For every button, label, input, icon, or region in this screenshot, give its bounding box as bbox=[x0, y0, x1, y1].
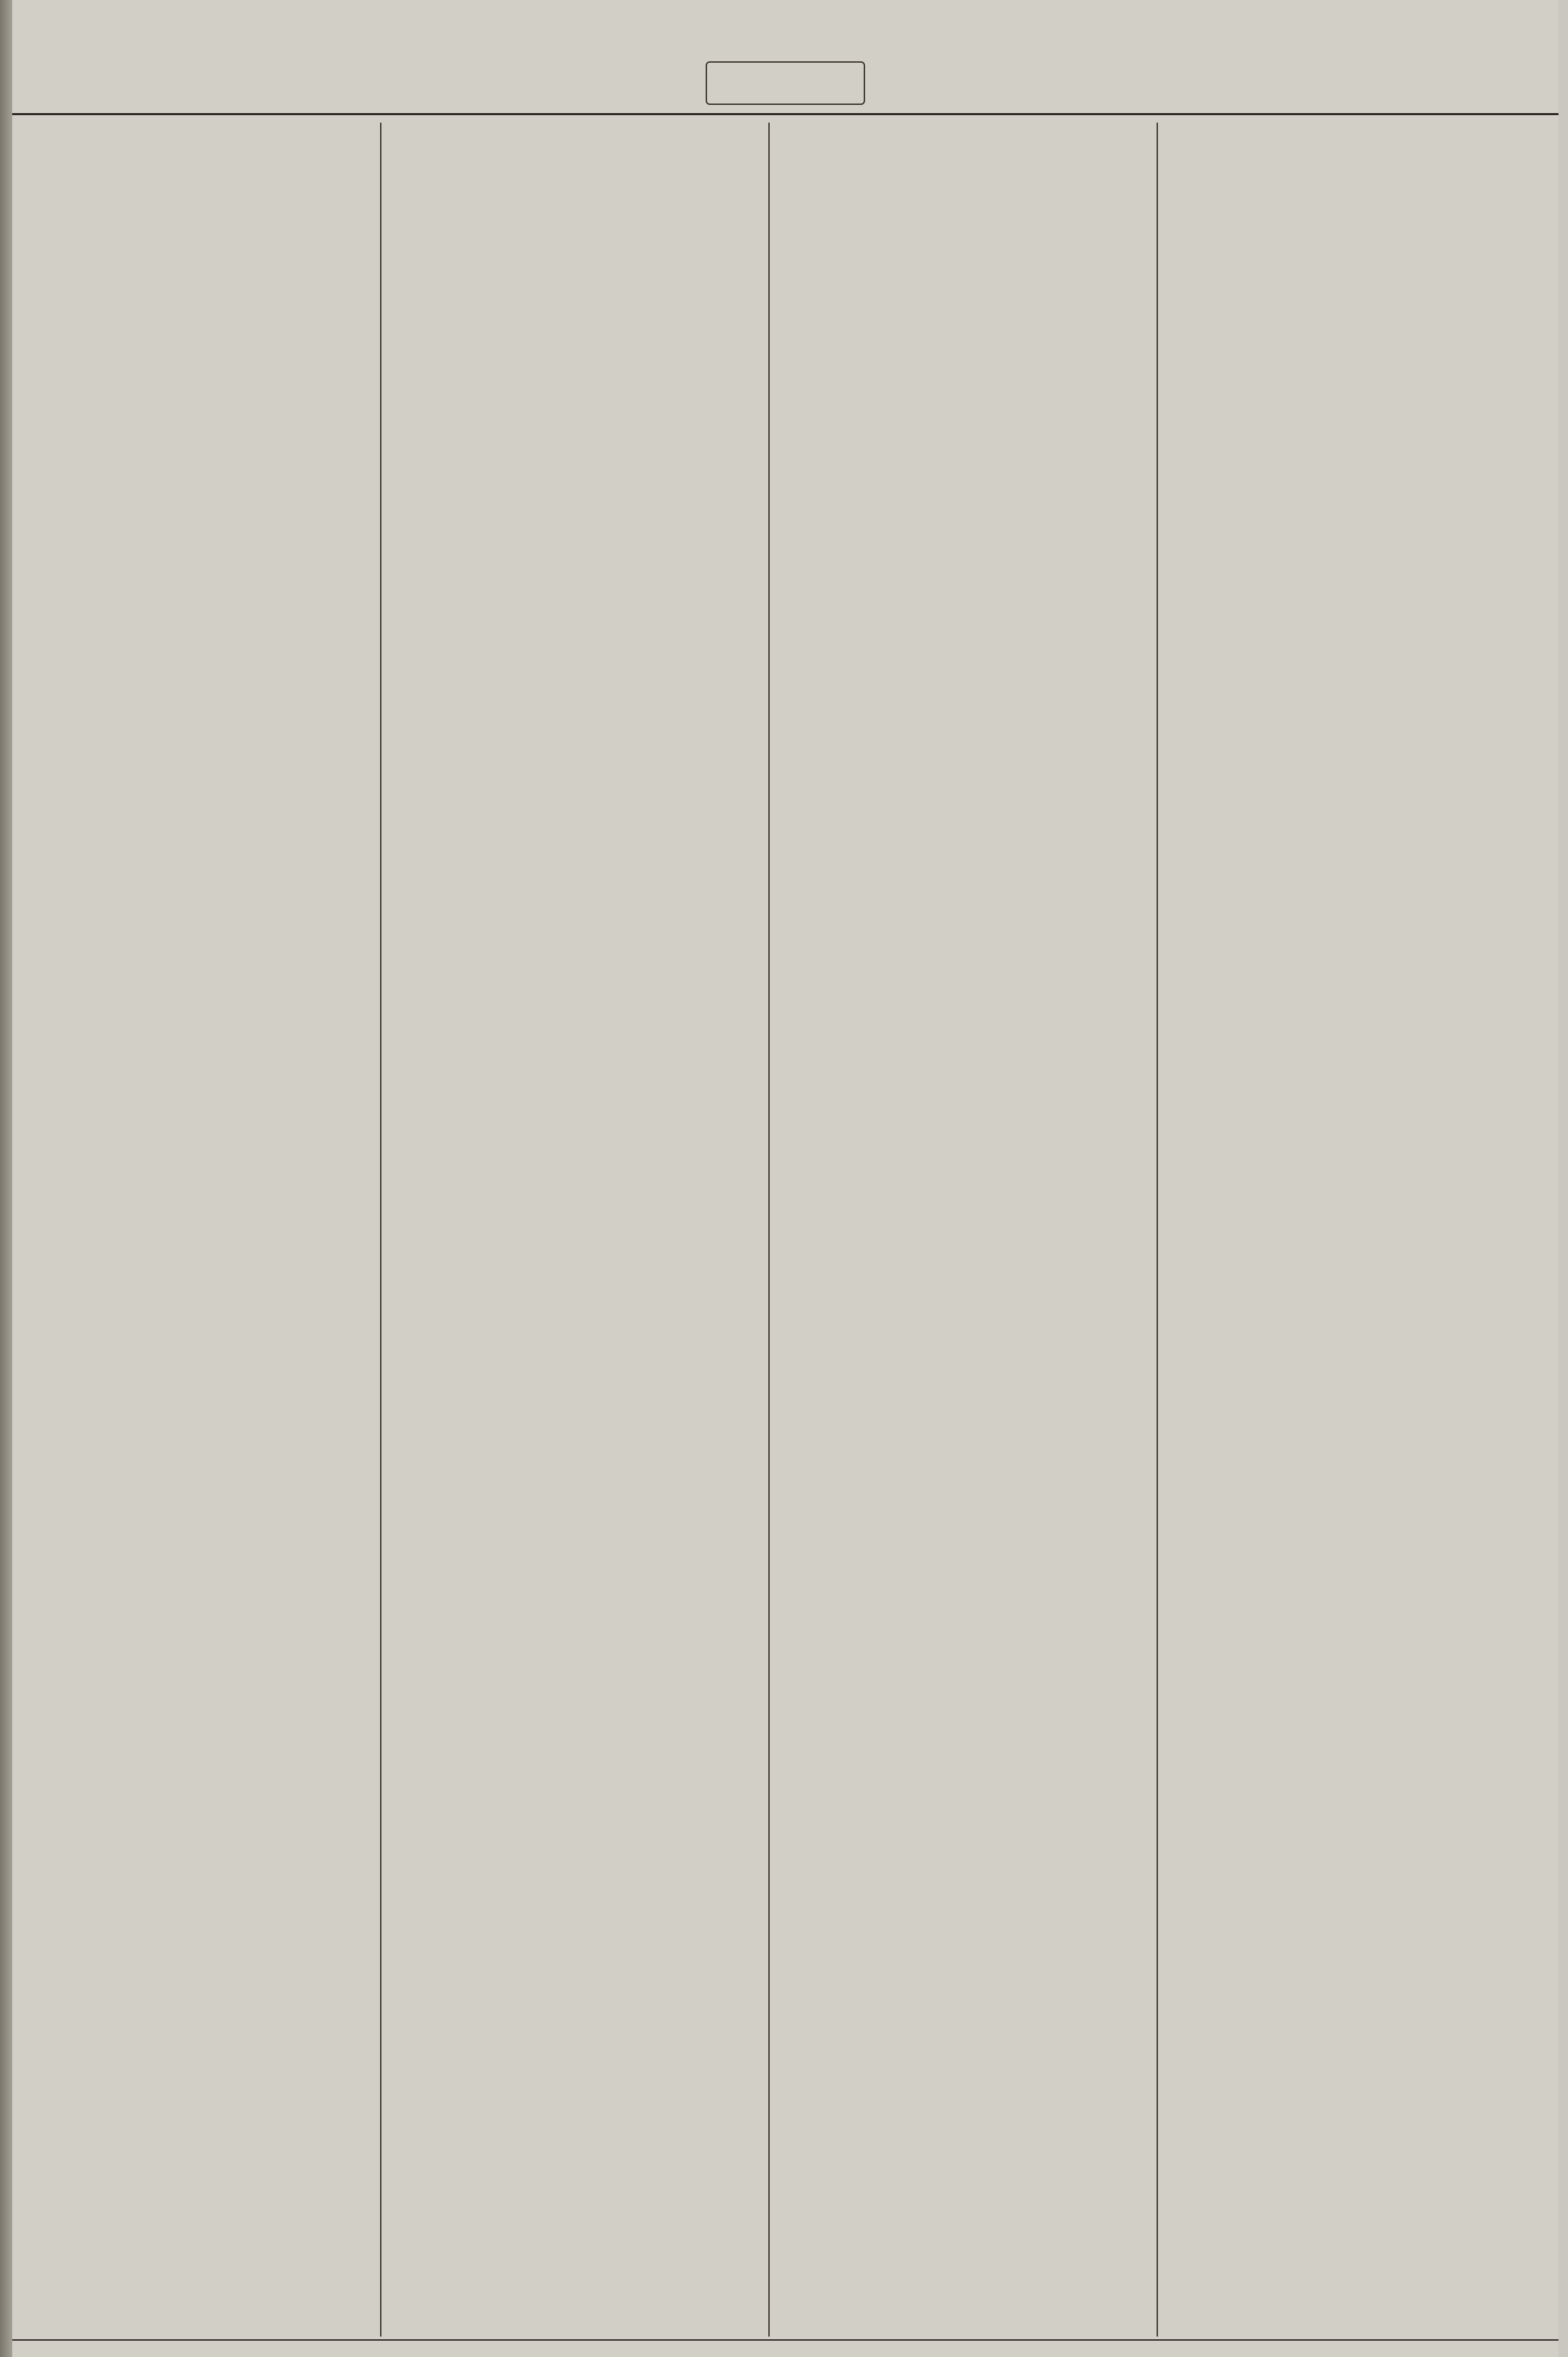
masthead bbox=[12, 54, 1558, 116]
column-divider bbox=[380, 123, 381, 2337]
masthead-ornament bbox=[706, 61, 865, 105]
column-4 bbox=[26, 127, 370, 2327]
column-3 bbox=[390, 127, 758, 2327]
newspaper-page bbox=[12, 0, 1558, 2357]
column-2 bbox=[779, 127, 1146, 2327]
column-divider bbox=[768, 123, 770, 2337]
masthead-rule bbox=[12, 113, 1558, 115]
column-divider bbox=[1157, 123, 1158, 2337]
column-1 bbox=[1167, 127, 1538, 2327]
bottom-rule bbox=[12, 2339, 1558, 2341]
